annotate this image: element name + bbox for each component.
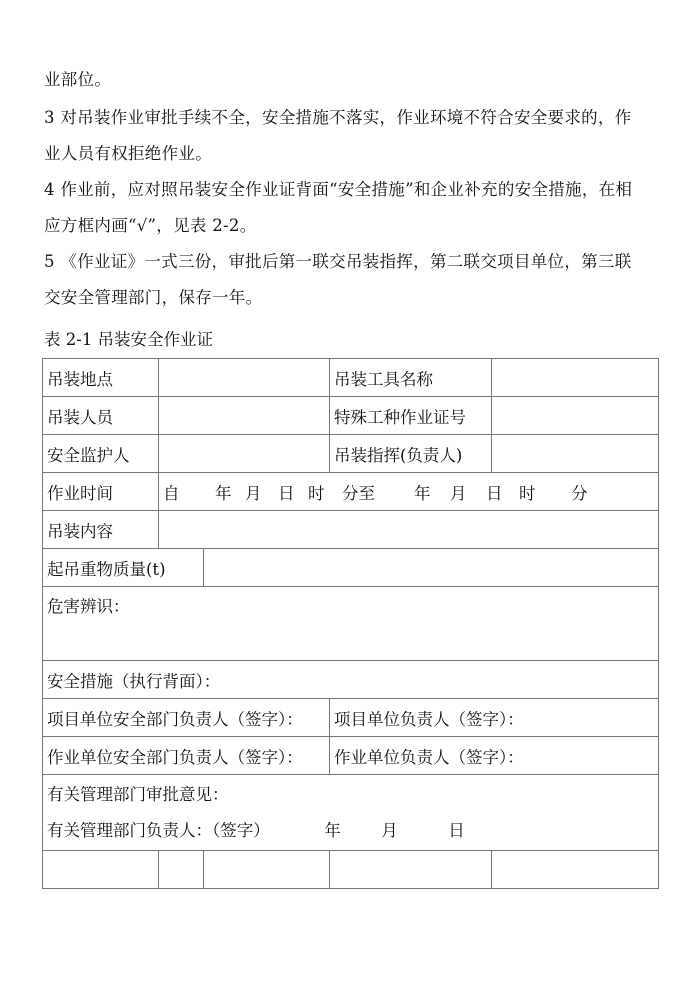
blank-cell[interactable] [330,851,492,889]
paragraph-line: 交安全管理部门，保存一年。 [44,288,263,307]
tool-field[interactable] [492,359,659,397]
time-part: 日 [278,483,295,503]
site-field[interactable] [159,359,330,397]
content-field[interactable] [159,511,659,549]
blank-cell[interactable] [43,851,159,889]
time-label: 作业时间 [43,473,159,511]
paragraph-line: 4 作业前，应对照吊装安全作业证背面“安全措施”和企业补充的安全措施，在相 [44,180,633,199]
work-safety-sign-field[interactable] [43,737,330,775]
cert-label: 特殊工种作业证号 [330,397,492,435]
paragraph-line: 5 《作业证》一式三份，审批后第一联交吊装指挥，第二联交项目单位，第三联 [44,252,632,271]
hazard-label: 危害辨识： [47,597,130,616]
site-label: 吊装地点 [43,359,159,397]
tool-label: 吊装工具名称 [330,359,492,397]
time-part: 年 [414,483,431,503]
supervisor-field[interactable] [159,435,330,473]
measures-label: 安全措施（执行背面）： [47,671,221,691]
project-head-sign-field[interactable] [330,699,659,737]
paragraph-3 [44,100,660,172]
personnel-field[interactable] [159,397,330,435]
time-part: 分 [571,483,588,503]
time-part: 时 [308,483,325,503]
time-part: 时 [519,483,536,503]
work-safety-sign-label: 作业单位安全部门负责人（签字）： [47,747,303,767]
paragraph-line: 应方框内画“√”，见表 2-2。 [44,216,257,235]
supervisor-label: 安全监护人 [43,435,159,473]
weight-label: 起吊重物质量(t) [43,549,204,587]
personnel-label: 吊装人员 [43,397,159,435]
hazard-field[interactable] [43,587,659,661]
work-head-sign-field[interactable] [330,737,659,775]
weight-field[interactable] [204,549,659,587]
time-part: 月 [450,483,467,503]
approval-label: 有关管理部门审批意见： [47,784,229,804]
paragraph-0 [44,62,660,98]
approval-sign-label: 有关管理部门负责人：（签字） [47,820,270,840]
approval-sign-line [47,813,654,849]
content-label: 吊装内容 [43,511,159,549]
paragraph-line: 业部位。 [44,70,112,89]
time-part: 分至 [342,483,375,503]
blank-cell[interactable] [492,851,659,889]
approval-field[interactable] [43,775,659,851]
project-head-sign-label: 项目单位负责人（签字）： [334,709,524,729]
table-caption: 表 2-1 吊装安全作业证 [44,330,214,349]
paragraph-line: 业人员有权拒绝作业。 [44,144,212,163]
paragraph-5 [44,244,660,316]
measures-field[interactable] [43,661,659,699]
commander-label: 吊装指挥(负责人) [330,435,492,473]
time-part: 月 [245,483,262,503]
approval-month: 月 [381,820,398,840]
time-part: 日 [486,483,503,503]
blank-cell[interactable] [159,851,204,889]
work-head-sign-label: 作业单位负责人（签字）： [334,747,524,767]
time-part: 自 [163,483,180,503]
cert-field[interactable] [492,397,659,435]
lifting-permit-form [42,358,659,889]
time-field[interactable] [159,473,659,511]
approval-day: 日 [448,820,465,840]
commander-field[interactable] [492,435,659,473]
approval-year: 年 [324,820,341,840]
blank-cell[interactable] [204,851,330,889]
paragraph-4 [44,172,660,244]
project-safety-sign-label: 项目单位安全部门负责人（签字）： [47,709,303,729]
project-safety-sign-field[interactable] [43,699,330,737]
time-part: 年 [215,483,232,503]
paragraph-line: 3 对吊装作业审批手续不全，安全措施不落实，作业环境不符合安全要求的，作 [44,108,632,127]
